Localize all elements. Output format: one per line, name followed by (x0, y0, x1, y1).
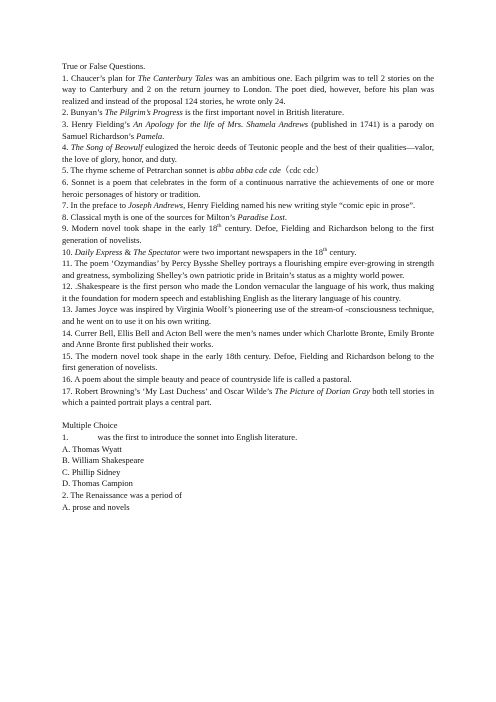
tf-question-2: 2. Bunyan’s The Pilgrim’s Progress is the first important novel in British literature. (62, 107, 345, 118)
mc-option: B. William Shakespeare (62, 455, 144, 466)
mc-option: C. Phillip Sidney (62, 466, 121, 477)
mc-option: A. prose and novels (62, 501, 130, 512)
tf-question-10: 10. Daily Express & The Spectator were two important newspapers in the 18th century. (62, 246, 357, 257)
document-body (62, 61, 434, 513)
tf-question-5: 5. The rhyme scheme of Petrarchan sonnet is abba abba cde cde（cdc cdc） (62, 165, 324, 176)
section-heading-multiple-choice: Multiple Choice (62, 420, 118, 431)
mc-question-1: 1. was the first to introduce the sonnet into English literature. (62, 432, 298, 442)
section-heading-true-false: True or False Questions. (62, 61, 146, 71)
tf-question-13: 13. James Joyce was inspired by Virginia Woolf’s pioneering use of the stream-of -consciousness technique, and he went on to use it on his own writing. (62, 304, 434, 327)
tf-question-7: 7. In the preface to Joseph Andrews, Henry Fielding named his new writing style “comic epic in prose”. (62, 200, 416, 211)
tf-question-16: 16. A poem about the simple beauty and peace of countryside life is called a pastoral. (62, 374, 352, 385)
tf-question-14: 14. Currer Bell, Ellis Bell and Acton Bell were the men’s names under which Charlotte Bronte, Emily Bronte and Anne Bronte first published their works. (62, 327, 434, 350)
tf-question-17: 17. Robert Browning’s ‘My Last Duchess’ and Oscar Wilde’s The Picture of Dorian Gray both tell stories in which a painted portrait plays a central part. (62, 385, 434, 408)
section-spacer (62, 409, 434, 421)
mc-option: D. Thomas Campion (62, 478, 133, 489)
tf-question-1: 1. Chaucer’s plan for The Canterbury Tales was an ambitious one. Each pilgrim was to tell 2 stories on the way to Canterbury and 2 on the return journey to London. The poet died, however, before his plan was realized and instead of the proposal 124 stories, he wrote only 24. (62, 72, 434, 106)
tf-question-6: 6. Sonnet is a poem that celebrates in the form of a continuous narrative the achievements of one or more heroic personages of history or tradition. (62, 176, 434, 199)
tf-question-12: 12. .Shakespeare is the first person who made the London vernacular the language of his work, thus making it the foundation for modern speech and establishing English as the literary language of his country. (62, 281, 434, 303)
tf-question-11: 11. The poem ‘Ozymandias’ by Percy Bysshe Shelley portrays a flourishing empire ever-growing in strength and greatness, symbolizing Shelley’s own patriotic pride in Britain’s status as a mighty world power. (62, 258, 434, 280)
tf-question-15: 15. The modern novel took shape in the early 18th century. Defoe, Fielding and Richardson belong to the first generation of novelists. (62, 350, 434, 373)
mc-option: A. Thomas Wyatt (62, 443, 122, 454)
mc-question-2: 2. The Renaissance was a period of (62, 489, 182, 500)
tf-question-9: 9. Modern novel took shape in the early 18th century. Defoe, Fielding and Richardson belong to the first generation of novelists. (62, 223, 434, 245)
tf-question-3: 3. Henry Fielding’s An Apology for the life of Mrs. Shamela Andrews (published in 1741) is a parody on Samuel Richardson’s Pamela. (62, 118, 434, 141)
tf-question-4: 4. The Song of Beowulf eulogized the heroic deeds of Teutonic people and the best of their qualities—valor, the love of glory, honor, and duty. (62, 142, 434, 164)
tf-question-8: 8. Classical myth is one of the sources for Milton’s Paradise Lost. (62, 211, 288, 222)
